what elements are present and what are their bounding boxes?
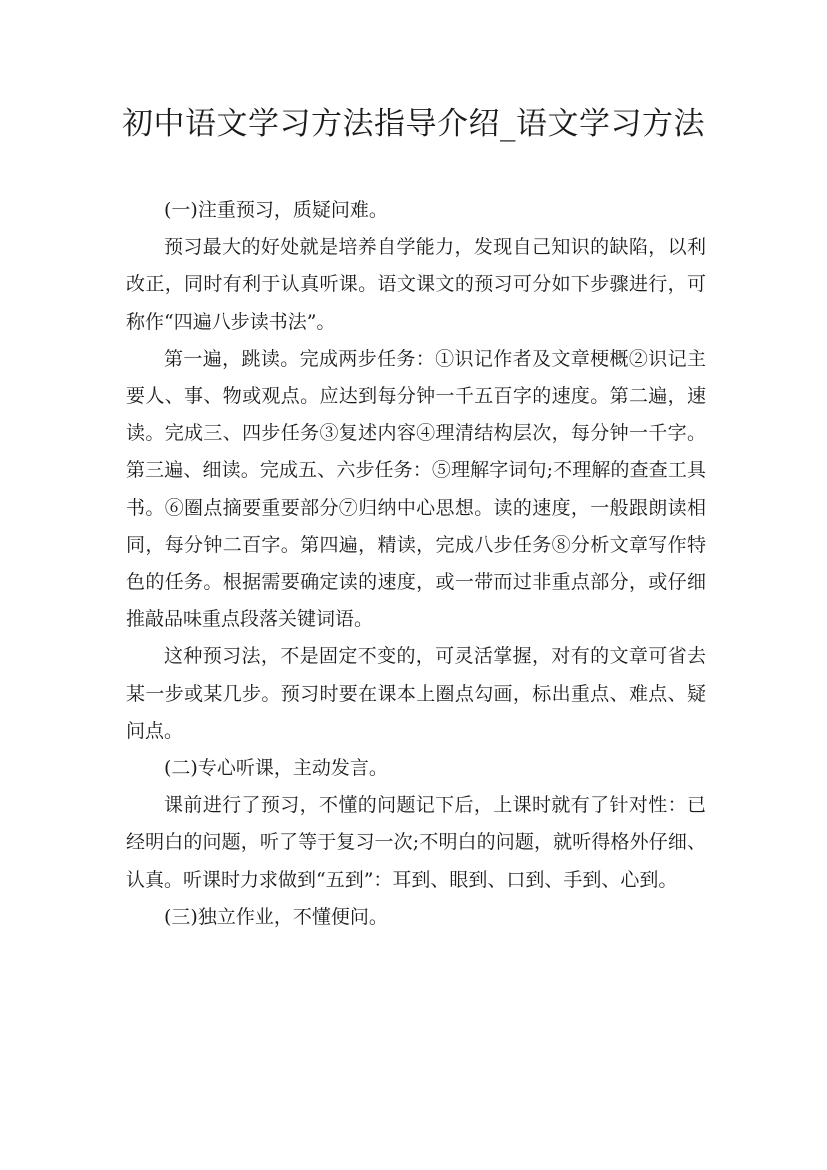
document-title: 初中语文学习方法指导介绍_语文学习方法 (122, 106, 705, 142)
section-heading-2: (二)专心听课，主动发言。 (164, 757, 388, 780)
paragraph: 课前进行了预习，不懂的问题记下后，上课时就有了针对性：已经明白的问题，听了等于复习一次;不明白的问题，就听得格外仔细、认真。听课时力求做到“五到”：耳到、眼到、口到、手到、心到。 (126, 794, 706, 891)
document-body (126, 192, 706, 936)
section-heading-1: (一)注重预习，质疑问难。 (164, 199, 388, 221)
paragraph: 第一遍，跳读。完成两步任务：①识记作者及文章梗概②识记主要人、事、物或观点。应达到每分钟一千五百字的速度。第二遍，速读。完成三、四步任务③复述内容④理清结构层次，每分钟一千字。第三遍、细读。完成五、六步任务：⑤理解字词句;不理解的查查工具书。⑥圈点摘要重要部分⑦归纳中心思想。读的速度，一般跟朗读相同，每分钟二百字。第四遍，精读，完成八步任务⑧分析文章写作特色的任务。根据需要确定读的速度，或一带而过非重点部分，或仔细推敲品味重点段落关键词语。 (126, 347, 706, 631)
section-heading-3: (三)独立作业，不懂便问。 (164, 905, 388, 928)
paragraph: 预习最大的好处就是培养自学能力，发现自己知识的缺陷，以利改正，同时有利于认真听课。语文课文的预习可分如下步骤进行，可称作“四遍八步读书法”。 (126, 236, 706, 333)
paragraph: 这种预习法，不是固定不变的，可灵活掌握，对有的文章可省去某一步或某几步。预习时要在课本上圈点勾画，标出重点、难点、疑问点。 (126, 645, 706, 742)
